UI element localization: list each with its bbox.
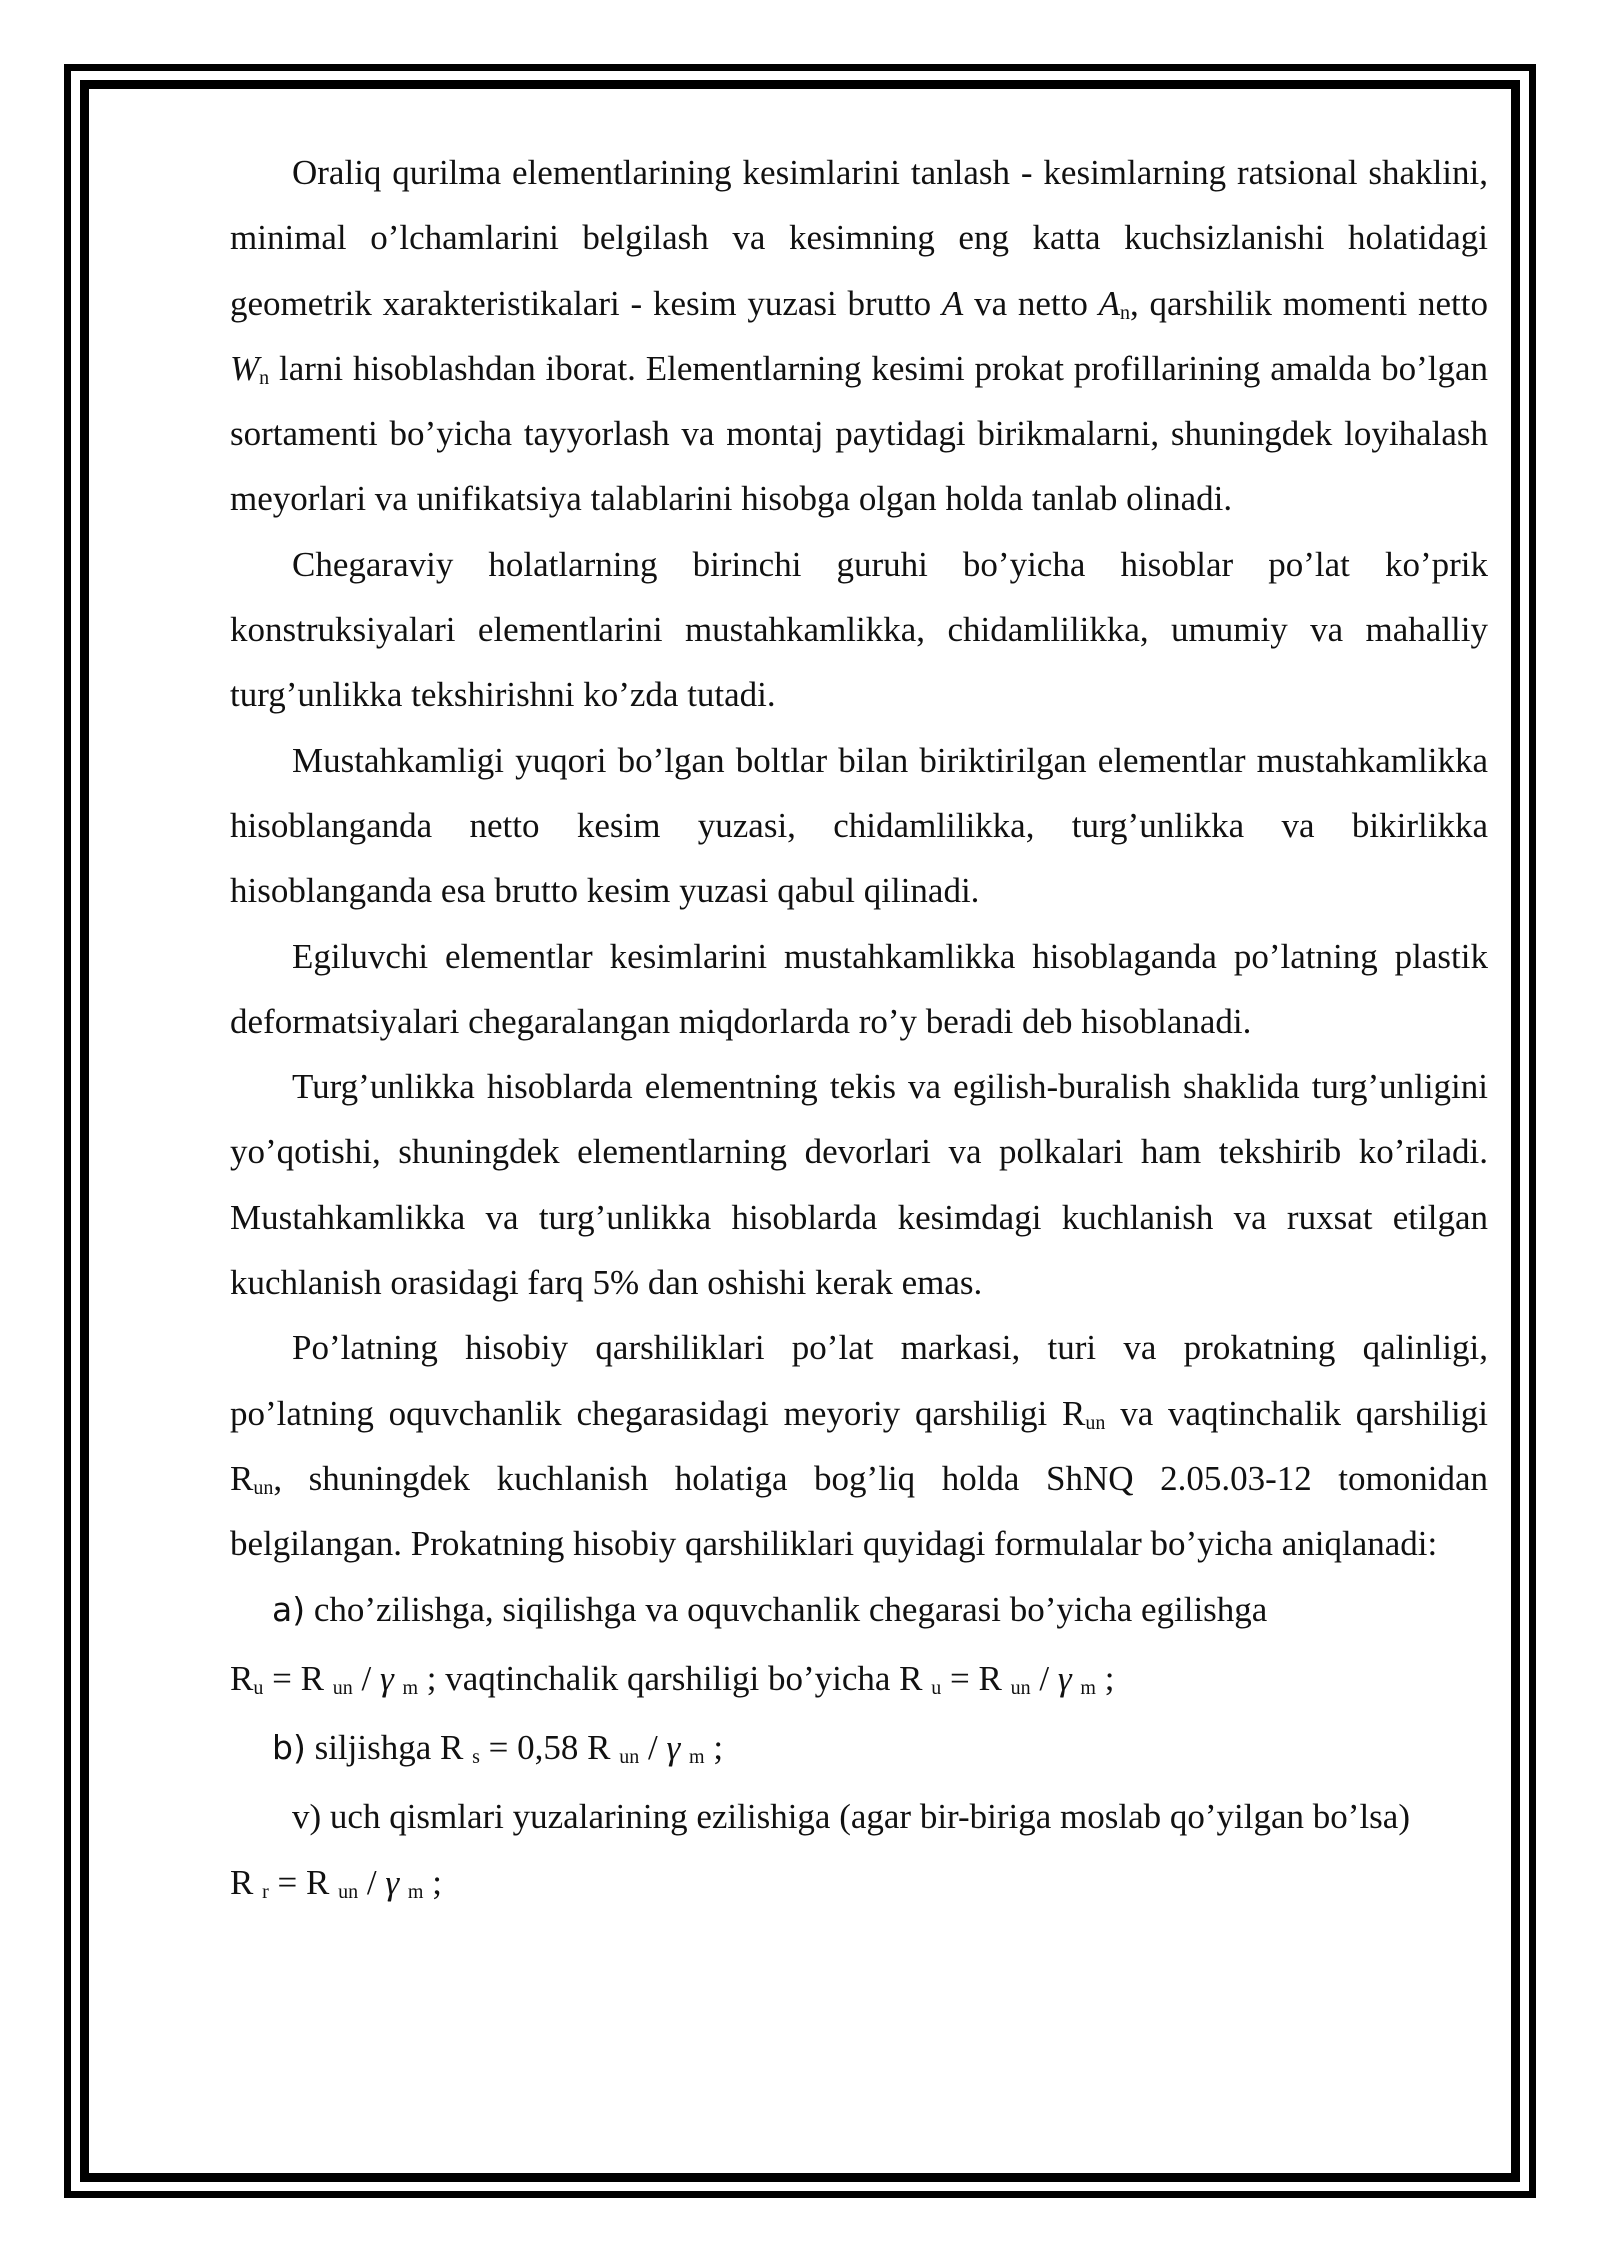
formula-v: R $_r$ = R $_{un}$ / γ $_m$ ; — [230, 1862, 442, 1903]
list-item-b: b) siljishga R $_s$ = 0,58 R $_{un}$ / γ $_m$ ; — [272, 1728, 724, 1769]
list-marker-a: a) — [272, 1589, 306, 1629]
list-item-a: a) cho’zilishga, siqilishga va oquvchanlik chegarasi bo’yicha egilishga — [272, 1589, 1268, 1629]
list-item-v: v) uch qismlari yuzalarining ezilishiga (agar bir-biriga moslab qo’yilgan bo’lsa) — [292, 1797, 1410, 1837]
paragraph-4: Egiluvchi elementlar kesimlarini mustahkamlikka hisoblaganda po’latning plastik deformatsiyalari chegaralangan miqdorlarda ro’y beradi deb hisoblanadi. — [230, 936, 1488, 1041]
paragraph-6: Po’latning hisobiy qarshiliklari po’lat markasi, turi va prokatning qalinligi, po’latning oquvchanlik chegarasidagi meyoriy qarshiligi $R_{un}$ va vaqtinchalik qarshiligi $R_{un}$, shuningdek kuchlanish holatiga bog’liq holda ShNQ 2.05.03-12 tomonidan belgilangan. Prokatning hisobiy qarshiliklari quyidagi formulalar bo’yicha aniqlanadi: — [230, 1328, 1489, 1564]
document-body — [230, 140, 1488, 1915]
paragraph-1: Oraliq qurilma elementlarining kesimlarini tanlash - kesimlarning ratsional shaklini, minimal o’lchamlarini belgilash va kesimning eng katta kuchsizlanishi holatidagi geometrik xarakteristikalari - kesim yuzasi brutto A va netto $A_n$, qarshilik momenti netto $W_n$ larni hisoblashdan iborat. Elementlarning kesimi prokat profillarining amalda bo’lgan sortamenti bo’yicha tayyorlash va montaj paytidagi birikmalarni, shuningdek loyihalash meyorlari va unifikatsiya talablarini hisobga olgan holda tanlab olinadi. — [230, 153, 1488, 519]
formula-a: $R_u = R$ $_{un}$ / γ $_m$ ; vaqtinchalik qarshiligi bo’yicha R $_u$ = R $_{un}$ / γ $_m$ ; — [230, 1658, 1115, 1699]
list-marker-b: b) — [272, 1728, 306, 1768]
paragraph-5: Turg’unlikka hisoblarda elementning tekis va egilish-buralish shaklida turg’unligini yo’qotishi, shuningdek elementlarning devorlari va polkalari ham tekshirib ko’riladi. Mustahkamlikka va turg’unlikka hisoblarda kesimdagi kuchlanish va ruxsat etilgan kuchlanish orasidagi farq 5% dan oshishi kerak emas. — [230, 1067, 1488, 1303]
paragraph-3: Mustahkamligi yuqori bo’lgan boltlar bilan biriktirilgan elementlar mustahkamlikka hisoblanganda netto kesim yuzasi, chidamlilikka, turg’unlikka va bikirlikka hisoblanganda esa brutto kesim yuzasi qabul qilinadi. — [230, 740, 1488, 911]
paragraph-2: Chegaraviy holatlarning birinchi guruhi bo’yicha hisoblar po’lat ko’prik konstruksiyalari elementlarini mustahkamlikka, chidamlilikka, umumiy va mahalliy turg’unlikka tekshirishni ko’zda tutadi. — [230, 544, 1488, 715]
